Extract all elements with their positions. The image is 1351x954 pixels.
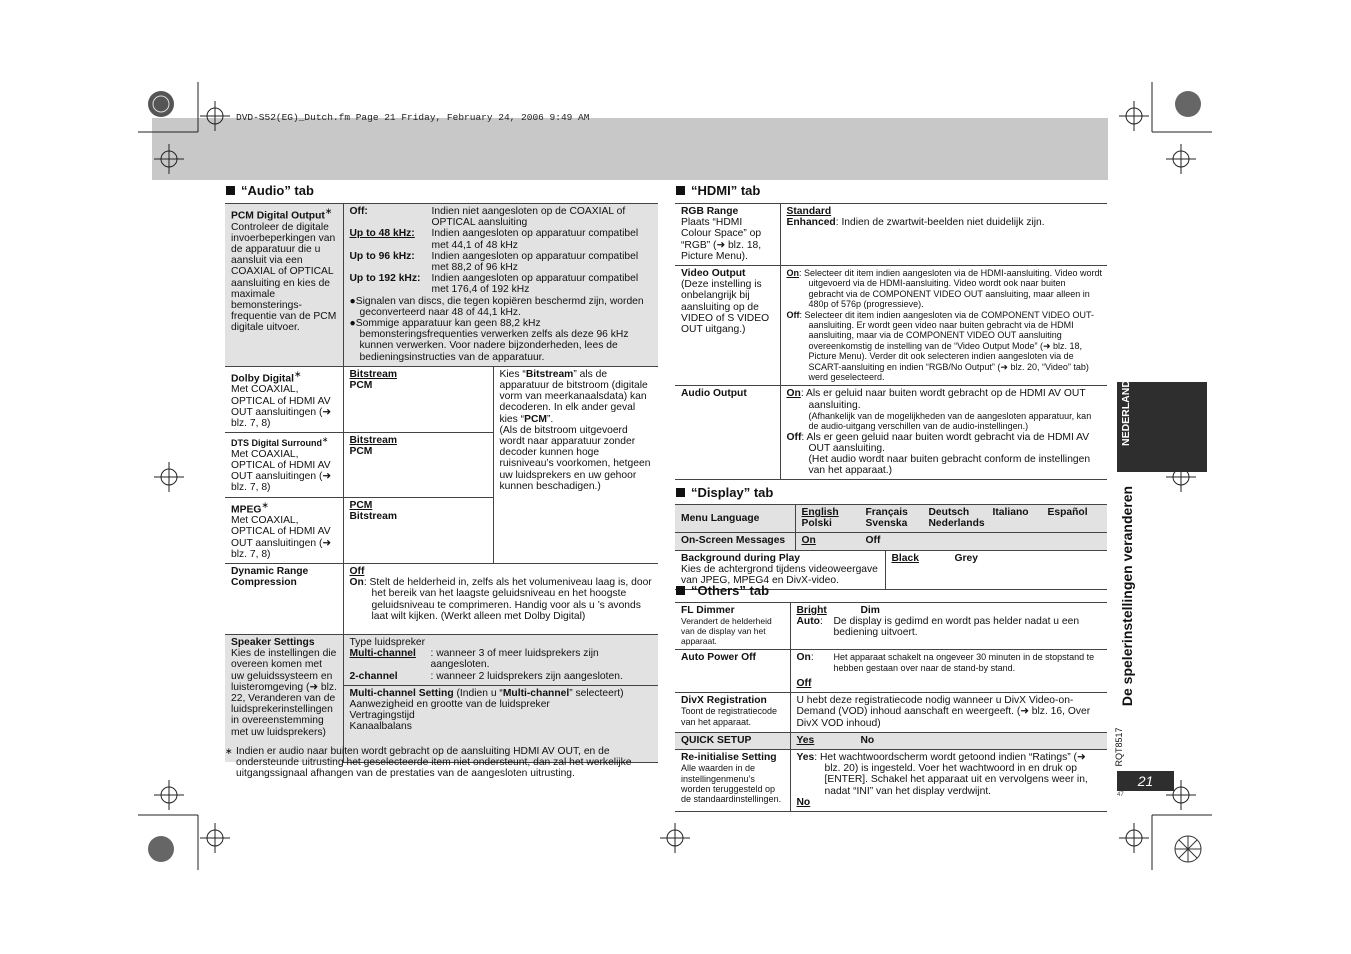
- table-row: RGB Range Plaats “HDMI Colour Space” op “RGB” (➜ blz. 18, Picture Menu). Standard Enhanced: Indien de zwartwit-beelden niet duidelijk zijn.: [675, 204, 1107, 266]
- hdmi-tab-heading: “HDMI” tab: [676, 183, 760, 198]
- table-row: DivX Registration Toont de registratiecode van het apparaat. U hebt deze registratiecode nodig wanneer u DivX Video-on-Demand (VOD) inhoud aanschaft en weergeeft. (➜ blz. 16, Over DivX VOD inhoud): [675, 693, 1107, 733]
- pcm-options: Off: Indien niet aangesloten op de COAXIAL of OPTICAL aansluiting Up to 48 kHz: Indien aangesloten op apparatuur compatibel met 44,1 of 48 kHz Up to 96 kHz: Indien aangesloten op apparatuur compatibel met 88,2 of 96 kHz Up to 192 kHz: Indien aangesloten op apparatuur compatibel met 176,4 of 192 kHz: [349, 206, 639, 296]
- file-info-line: DVD-S52(EG)_Dutch.fm Page 21 Friday, February 24, 2006 9:49 AM: [236, 112, 590, 123]
- table-row: FL Dimmer Verandert de helderheid van de display van het apparaat. Bright Dim Auto: De display is gedimd en wordt pas helder nadat u een bediening uitvoert.: [675, 603, 1107, 650]
- table-row: Dolby Digital∗ Met COAXIAL, OPTICAL of HDMI AV OUT aansluitingen (➜ blz. 7, 8) Bitstream PCM Kies “Bitstream” als de apparatuur de bitstroom (digitale vorm van meerkanaalsdata) kan decoderen. In elk ander geval kies “PCM”. (Als de bitstroom uitgevoerd wordt naar apparatuur zonder decoder kunnen hoge ruisniveau’s voorkomen, hetgeen uw luidsprekers en uw gehoor kunnen beschadigen.): [225, 366, 658, 432]
- audio-settings-table: [225, 203, 658, 763]
- others-settings-table: [675, 602, 1107, 812]
- crosshair-mark-icon: [1119, 823, 1149, 853]
- display-tab-heading: “Display” tab: [676, 485, 773, 500]
- menu-language-options: English Français Deutsch Italiano Español Polski Svenska Nederlands: [801, 507, 1088, 530]
- table-row: Video Output (Deze instelling is onbelangrijk bij aansluiting op de VIDEO of S VIDEO OUT uitgang.) On: Selecteer dit item indien aangesloten via de HDMI-aansluiting. Video wordt uitgevoerd via de HDMI-aansluiting. Video wordt ook naar buiten gebracht via de COMPONENT VIDEO OUT aansluiting, maar alleen in 480p of 576p (progressieve). Off: Selecteer dit item indien aangesloten via de COMPONENT VIDEO OUT-aansluiting. Er wordt geen video naar buiten gebracht via de HDMI aansluiting, maar via de COMPONENT VIDEO OUT aansluiting overeenkomstig de instelling van de “Video Output Mode” (➜ blz. 18, Picture Menu). Verder dit ook selecteren indien aangesloten via de SCART-aansluiting en indien “RGB/No Output” (➜ blz. 20, “Video” tab) werd geselecteerd.: [675, 266, 1107, 386]
- page-number: 21: [1117, 771, 1174, 791]
- table-row: Dynamic Range Compression Off On: Stelt de helderheid in, zelfs als het volumeniveau laag is, door het bereik van het laagste geluidsniveau en het hoogste geluidsniveau te comprimeren. Handig voor als u ’s avonds laat wilt kijken. (Werkt alleen met Dolby Digital): [225, 563, 658, 634]
- crosshair-mark-icon: [154, 780, 184, 810]
- language-side-label: NEDERLANDS: [1120, 373, 1132, 446]
- table-row: Speaker Settings Kies de instellingen die overeen komen met uw geluidssysteem en luisteromgeving (➜ blz. 22, Veranderen van de luidsprekerinstellingen in overeenstemming met uw luidsprekers) Type luidspreker Multi-channel : wanneer 3 of meer luidsprekers zijn aangesloten. 2-channel : wanneer 2 luidsprekers zijn aangesloten.: [225, 634, 658, 685]
- bitstream-note-cell: Kies “Bitstream” als de apparatuur de bitstroom (digitale vorm van meerkanaalsdata) kan decoderen. In elk ander geval kies “PCM”. (Als de bitstroom uitgevoerd wordt naar apparatuur zonder decoder kunnen hoge ruisniveau’s voorkomen, hetgeen uw luidsprekers en uw gehoor kunnen beschadigen.): [493, 366, 658, 563]
- square-bullet-icon: [676, 186, 685, 195]
- pcm-label-cell: PCM Digital Output∗ Controleer de digitale invoerbeperkingen van de apparatuur die u aansluit via een COAXIAL of OPTICAL aansluiting en kies de maximale bemonsterings-frequentie van de PCM digitale uitvoer.: [225, 204, 343, 367]
- hdmi-settings-table: [675, 203, 1107, 480]
- display-settings-table: [675, 504, 1107, 590]
- color-target-icon: [1175, 91, 1201, 117]
- square-bullet-icon: [676, 586, 685, 595]
- crosshair-mark-icon: [200, 823, 230, 853]
- crosshair-mark-icon: [660, 823, 690, 853]
- chapter-vertical-title: De spelerinstellingen veranderen: [1119, 485, 1135, 707]
- crosshair-mark-icon: [1119, 101, 1149, 131]
- square-bullet-icon: [226, 186, 235, 195]
- color-target-icon: [148, 91, 174, 117]
- others-tab-heading: “Others” tab: [676, 583, 769, 598]
- table-row: Audio Output On: Als er geluid naar buiten wordt gebracht op de HDMI AV OUT aansluiting. (Afhankelijk van de mogelijkheden van de aangesloten apparatuur, kan de audio-uitgang verschillen van de audio-instellingen.) Off: Als er geen geluid naar buiten wordt gebracht via de HDMI AV OUT aansluiting. (Het audio wordt naar buiten gebracht conform de instellingen van het apparaat.): [675, 386, 1107, 479]
- crosshair-mark-icon: [154, 144, 184, 174]
- audio-tab-heading: “Audio” tab: [226, 183, 314, 198]
- audio-footnote: ∗ Indien er audio naar buiten wordt gebracht op de aansluiting HDMI AV OUT, en de ondersteunde uitrusting het geselecteerde item niet ondersteunt, dan zal het werkelijke uitgangssignaal afhangen van de prestaties van de aangesloten uitrusting.: [225, 746, 632, 780]
- color-target-icon: [1175, 836, 1201, 862]
- pcm-options-cell: Off: Indien niet aangesloten op de COAXIAL of OPTICAL aansluiting Up to 48 kHz: Indien aangesloten op apparatuur compatibel met 44,1 of 48 kHz Up to 96 kHz: Indien aangesloten op apparatuur compatibel met 88,2 of 96 kHz Up to 192 kHz: Indien aangesloten op apparatuur compatibel met 176,4 of 192 kHz ●Signalen van discs, die tegen kopiëren beschermd zijn, worden geconverteerd naar 48 of 44,1 kHz. ●Sommige apparatuur kan geen 88,2 kHz bemonsteringsfrequenties verwerken zelfs als deze 96 kHz kunnen verwerken. Voor nadere bijzonderheden, lees de bedieningsinstructies van de apparatuur.: [343, 204, 658, 367]
- table-row: QUICK SETUP Yes No: [675, 732, 1107, 749]
- table-row: DTS Digital Surround∗ Met COAXIAL, OPTICAL of HDMI AV OUT aansluitingen (➜ blz. 7, 8) Bitstream PCM: [225, 433, 658, 497]
- doc-code: RQT8517: [1114, 727, 1124, 767]
- square-bullet-icon: [676, 488, 685, 497]
- table-row: Multi-channel Setting (Indien u “Multi-channel” selecteert) Aanwezigheid en grootte van de luidspreker Vertragingstijd Kanaalbalans: [225, 685, 658, 762]
- color-target-icon: [148, 836, 174, 862]
- table-row: Background during Play Kies de achtergrond tijdens videoweergave van JPEG, MPEG4 en DivX-video. Black Grey: [675, 550, 1107, 590]
- small-page-number: 47: [1117, 792, 1124, 798]
- table-row: On-Screen Messages On Off: [675, 533, 1107, 550]
- crosshair-mark-icon: [1166, 144, 1196, 174]
- crosshair-mark-icon: [154, 462, 184, 492]
- table-row: [225, 204, 658, 367]
- table-row: Re-initialise Setting Alle waarden in de instellingenmenu’s worden teruggesteld op de standaardinstellingen. Yes: Het wachtwoordscherm wordt getoond indien “Ratings” (➜ blz. 20) is ingesteld. Voer het wachtwoord in en druk op [ENTER]. Schakel het apparaat uit en vervolgens weer in, nadat “INI” van het display verdwijnt. No: [675, 750, 1107, 812]
- crosshair-mark-icon: [200, 101, 230, 131]
- table-row: Menu Language English Français Deutsch Italiano Español Polski Svenska Nederlands: [675, 505, 1107, 533]
- table-row: Auto Power Off On: Het apparaat schakelt na ongeveer 30 minuten in de stopstand te hebben gestaan over naar de stand-by stand. Off: [675, 650, 1107, 693]
- table-row: MPEG∗ Met COAXIAL, OPTICAL of HDMI AV OUT aansluitingen (➜ blz. 7, 8) PCM Bitstream: [225, 497, 658, 563]
